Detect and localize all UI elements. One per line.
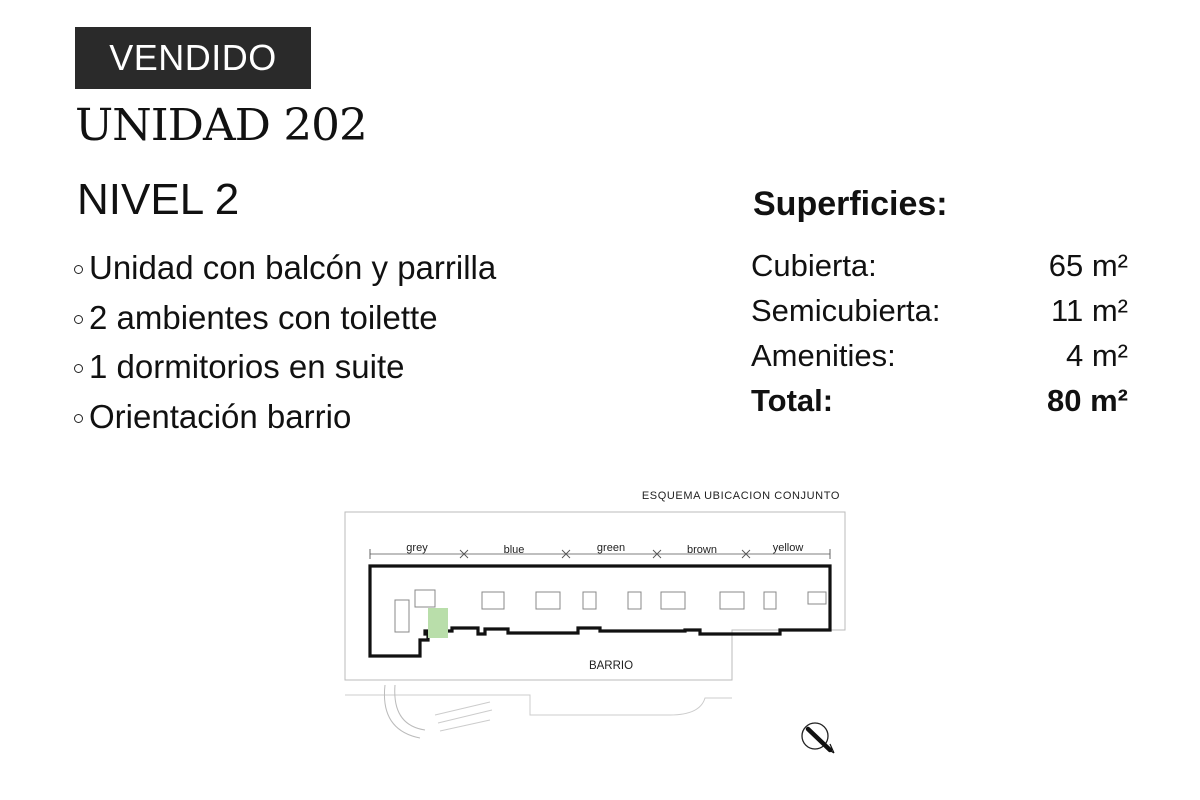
- surface-row-semicubierta: [751, 290, 1128, 335]
- feature-item: 1 dormitorios en suite: [74, 342, 496, 392]
- site-plan: [340, 480, 860, 770]
- surface-label: Amenities:: [751, 338, 896, 373]
- level-title: NIVEL 2: [77, 175, 240, 224]
- zone-label-yellow: yellow: [772, 542, 804, 554]
- surfaces-table: [751, 245, 1128, 425]
- feature-item: Orientación barrio: [74, 392, 496, 442]
- bullet-icon: [74, 265, 83, 274]
- surface-label: Cubierta:: [751, 248, 877, 283]
- north-arrow-icon: [802, 723, 834, 753]
- highlighted-unit: [428, 608, 448, 638]
- curved-access: [384, 685, 425, 738]
- unit-title: UNIDAD 202: [75, 100, 367, 151]
- lower-boundary: [345, 695, 732, 715]
- surface-value: 65 m²: [1048, 248, 1128, 283]
- status-badge: VENDIDO: [75, 27, 311, 89]
- zone-label-blue: blue: [503, 544, 525, 556]
- zone-label-green: green: [596, 542, 626, 554]
- surface-value: 4 m²: [1066, 338, 1128, 373]
- surface-row-cubierta: [751, 245, 1128, 290]
- surface-label: Semicubierta:: [751, 293, 941, 328]
- feature-item: 2 ambientes con toilette: [74, 293, 496, 343]
- feature-item: Unidad con balcón y parrilla: [74, 243, 496, 293]
- zone-label-grey: grey: [406, 542, 428, 554]
- site-plan-title: ESQUEMA UBICACION CONJUNTO: [641, 490, 840, 502]
- surface-label: Total:: [751, 383, 834, 418]
- surface-row-amenities: [751, 335, 1128, 380]
- bullet-icon: [74, 414, 83, 423]
- zone-label-brown: brown: [687, 544, 717, 556]
- surface-value: 11 m²: [1051, 293, 1128, 328]
- parking-lines: [435, 702, 492, 731]
- surface-value: 80 m²: [1047, 383, 1128, 418]
- bullet-icon: [74, 315, 83, 324]
- features-list: [74, 243, 496, 441]
- inner-boxes: [395, 590, 826, 632]
- surfaces-title: Superficies:: [753, 185, 948, 223]
- surface-row-total: [751, 380, 1128, 425]
- street-label: BARRIO: [588, 660, 634, 672]
- bullet-icon: [74, 364, 83, 373]
